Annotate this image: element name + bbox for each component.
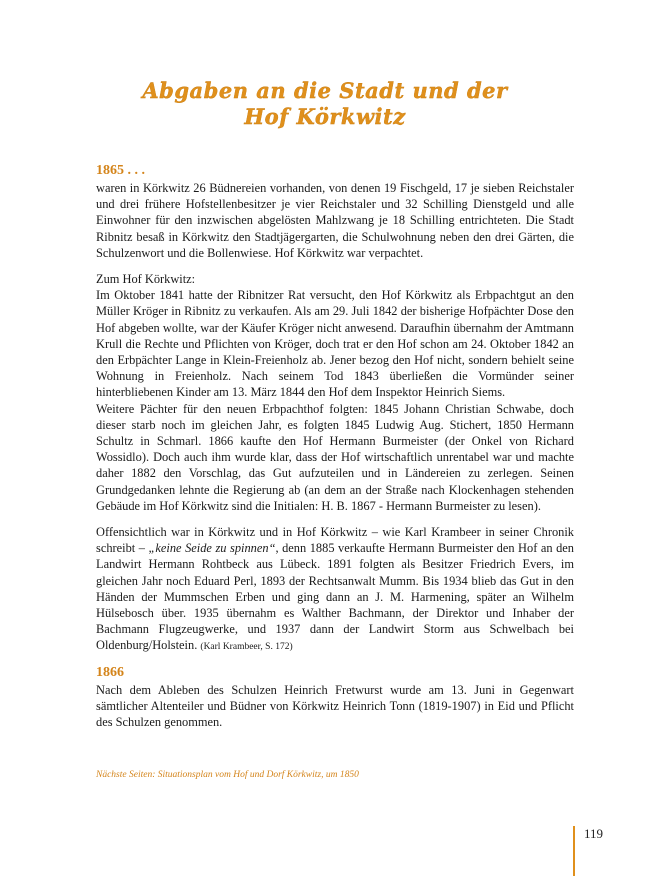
krambeer-quote: „keine Seide zu spinnen“ — [148, 541, 276, 556]
paragraph-1865: waren in Körkwitz 26 Büdnereien vorhanden, von denen 19 Fischgeld, 17 je sieben Reichstaler und drei frühere Hofstellenbesitzer je vier Reichstaler und 32 Schilling Dienstgeld und alle Einwohner für den inzwischen abgelösten Mahlzwang je 18 Schilling entrichteten. Die Stadt Ribnitz besaß in Körkwitz den Stadtjägergarten, die Schulwohnung neben den drei Gärten, die Schulzenwort und die Bollenwiese. Hof Körkwitz war verpachtet. — [96, 181, 574, 260]
subheading-hof-koerkwitz: Zum Hof Körkwitz: — [96, 272, 196, 287]
citation: (Karl Krambeer, S. 172) — [200, 642, 293, 653]
paragraph-1866: Nach dem Ableben des Schulzen Heinrich Fretwurst wurde am 13. Juni in Gegenwart sämtlicher Altenteiler und Büdner von Körkwitz Heinrich Tonn (1819-1907) in Eid und Pflicht des Schulzen genommen. — [96, 682, 574, 730]
page-title — [0, 78, 650, 130]
page-number: 119 — [584, 826, 604, 841]
paragraph-krambeer — [96, 524, 574, 656]
title-line-2: Hof Körkwitz — [244, 104, 406, 129]
krambeer-text-1: Offensichtlich war in Körkwitz und in Hof Körkwitz – wie Karl Krambeer in seiner Chronik schreibt – — [96, 525, 574, 556]
page-number-rule — [573, 826, 575, 876]
krambeer-text-2: , denn 1885 verkaufte Hermann Burmeister den Hof an den Landwirt Hermann Rohtbeck aus Lübeck. 1891 folgten als Besitzer Friedrich Evers, im gleichen Jahr noch Eduard Perl, 1893 der Rechtsanwalt Mumm. Bis 1934 blieb das Gut in den Händen der Mummschen Erben und ging dann an J. M. Harmening, später an Wilhelm Hülsebosch über. 1935 übernahm es Walther Bachmann, der Direktor und Inhaber der Bachmann Flugzeugwerke, und 1937 dann der Landwirt Storm aus Schwelbach bei Oldenburg/Holstein. — [96, 541, 575, 653]
title-line-1: Abgaben an die Stadt und der — [142, 78, 508, 103]
year-heading-1865: 1865 . . . — [96, 163, 145, 178]
next-pages-caption: Nächste Seiten: Situationsplan vom Hof und Dorf Körkwitz, um 1850 — [96, 770, 359, 780]
body-text — [96, 162, 574, 730]
paragraph-hof-1: Im Oktober 1841 hatte der Ribnitzer Rat versucht, den Hof Körkwitz als Erbpachtgut an den Müller Kröger in Ribnitz zu verkaufen. Als am 29. Juli 1842 der bisherige Hofpächter Dose den Hof abgeben wollte, war der Käufer Kröger nicht anwesend. Daraufhin übernahm der Amtmann Krull die Rechte und Pflichten von Kröger, doch trat er den Hof schon am 24. Oktober 1842 an den Erbpächter Lange in Klein-Freienholz ab. Jener bezog den Hof nicht, sondern behielt seine Wohnung in Freienholz. Nach seinem Tod 1843 überließen die Vormünder seiner hinterbliebenen Kinder am 13. März 1844 den Hof dem Inspektor Heinrich Siems. — [96, 288, 574, 400]
year-heading-1866: 1866 — [96, 664, 124, 680]
paragraph-hof-2: Weitere Pächter für den neuen Erbpachthof folgten: 1845 Johann Christian Schwabe, doch dieser starb noch im gleichen Jahr, es folgten 1845 Ludwig Aug. Stichert, 1850 Hermann Schultz in Schmarl. 1866 kaufte den Hof Hermann Burmeister (der Onkel von Richard Wossidlo). Doch auch ihm wurde klar, dass der Hof wirtschaftlich unrentabel war und machte daher 1882 den Vorschlag, das Gut aufzuteilen und in Ländereien zu zerlegen. Seinen Grundgedanken lehnte die Regierung ab (an dem an der Straße nach Klockenhagen stehenden Gebäude im Hof Körkwitz sind die Initialen: H. B. 1867 - Hermann Burmeister zu lesen). — [96, 401, 574, 513]
